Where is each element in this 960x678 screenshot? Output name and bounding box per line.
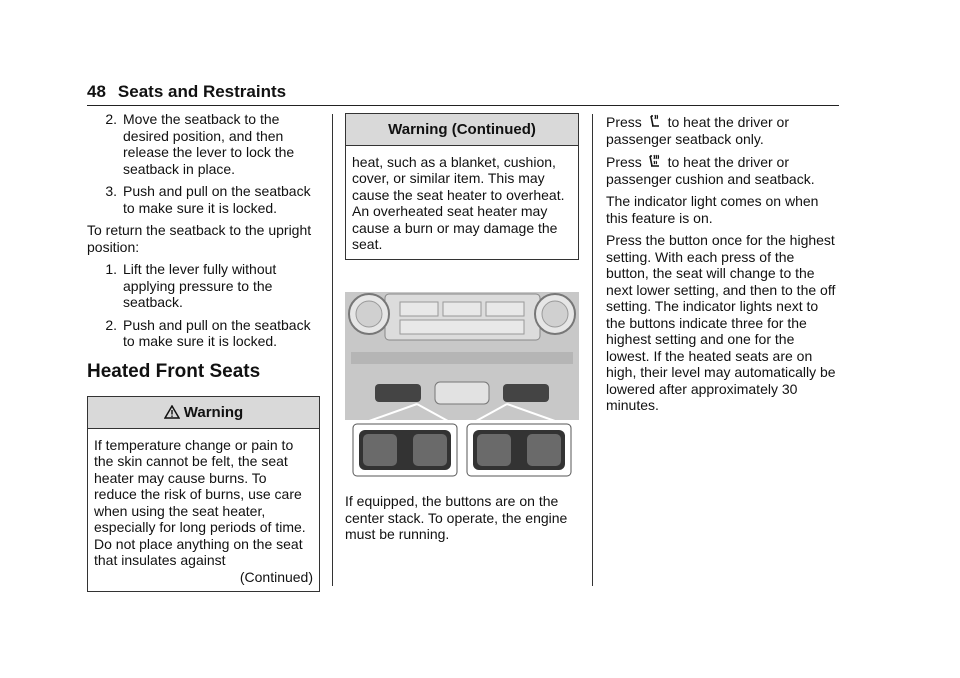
continued-label: (Continued) xyxy=(239,568,313,585)
step-text: Push and pull on the seatback to make sure it is locked. xyxy=(123,183,311,216)
step-item xyxy=(87,183,320,216)
step-text: Push and pull on the seatback to make sure it is locked. xyxy=(123,316,311,349)
step-number: 2. xyxy=(105,316,117,333)
step-item xyxy=(87,111,320,177)
step-number: 2. xyxy=(105,111,117,127)
column-1 xyxy=(87,111,320,592)
heated-seatback-icon xyxy=(647,113,663,129)
warning-body xyxy=(88,429,319,592)
press-cushion-paragraph xyxy=(606,153,840,187)
warning-box-continued xyxy=(345,113,579,260)
heated-seat-cushion-icon xyxy=(647,153,663,169)
column-2 xyxy=(345,113,579,549)
center-stack-illustration xyxy=(345,292,579,480)
press-text: to heat the driver or passenger seatback only. xyxy=(606,114,789,147)
warning-header xyxy=(88,397,319,429)
figure-caption: If equipped, the buttons are on the center stack. To operate, the engine must be running. xyxy=(345,493,568,542)
step-number: 3. xyxy=(105,183,117,199)
column-divider-2 xyxy=(592,114,593,586)
page-number: 48 xyxy=(87,82,106,101)
press-seatback-paragraph xyxy=(606,113,840,147)
page-header xyxy=(87,82,839,102)
settings-paragraph: Press the button once for the highest setting. With each press of the button, the seat will change to the next lower setting, and then to the off setting. The indicator lights next to the buttons indicate three for the highest setting and one for the lowest. If the heated seats are on high, their level may automatically be lowered after approximately 30 minutes. xyxy=(606,232,836,413)
warning-title: Warning xyxy=(183,404,244,421)
press-label: Press xyxy=(606,114,642,130)
column-3 xyxy=(606,113,840,420)
section-title: Seats and Restraints xyxy=(117,82,287,101)
indicator-paragraph: The indicator light comes on when this feature is on. xyxy=(606,193,819,226)
warning-header: Warning (Continued) xyxy=(346,114,578,146)
warning-box xyxy=(87,396,320,592)
header-rule xyxy=(87,105,839,106)
press-text: to heat the driver or passenger cushion and seatback. xyxy=(606,154,815,187)
section-heading: Heated Front Seats xyxy=(87,360,261,382)
step-text: Lift the lever fully without applying pressure to the seatback. xyxy=(123,261,277,310)
press-label: Press xyxy=(606,154,642,170)
step-text: Move the seatback to the desired position, and then release the lever to lock the seatback in place. xyxy=(123,111,295,177)
step-number: 1. xyxy=(105,261,117,277)
return-intro: To return the seatback to the upright position: xyxy=(87,222,312,255)
step-item xyxy=(87,317,320,350)
step-item xyxy=(87,261,320,311)
warning-text: heat, such as a blanket, cushion, cover, or similar item. This may cause the seat heater to overheat. An overheated seat heater may cause a burn or may damage the seat. xyxy=(352,153,565,252)
warning-icon xyxy=(164,405,180,419)
column-divider-1 xyxy=(332,114,333,586)
warning-text: If temperature change or pain to the skin cannot be felt, the seat heater may cause burns. To reduce the risk of burns, use care when using the seat heater, especially for long periods of time. Do not place anything on the seat that insulates against xyxy=(94,436,306,568)
